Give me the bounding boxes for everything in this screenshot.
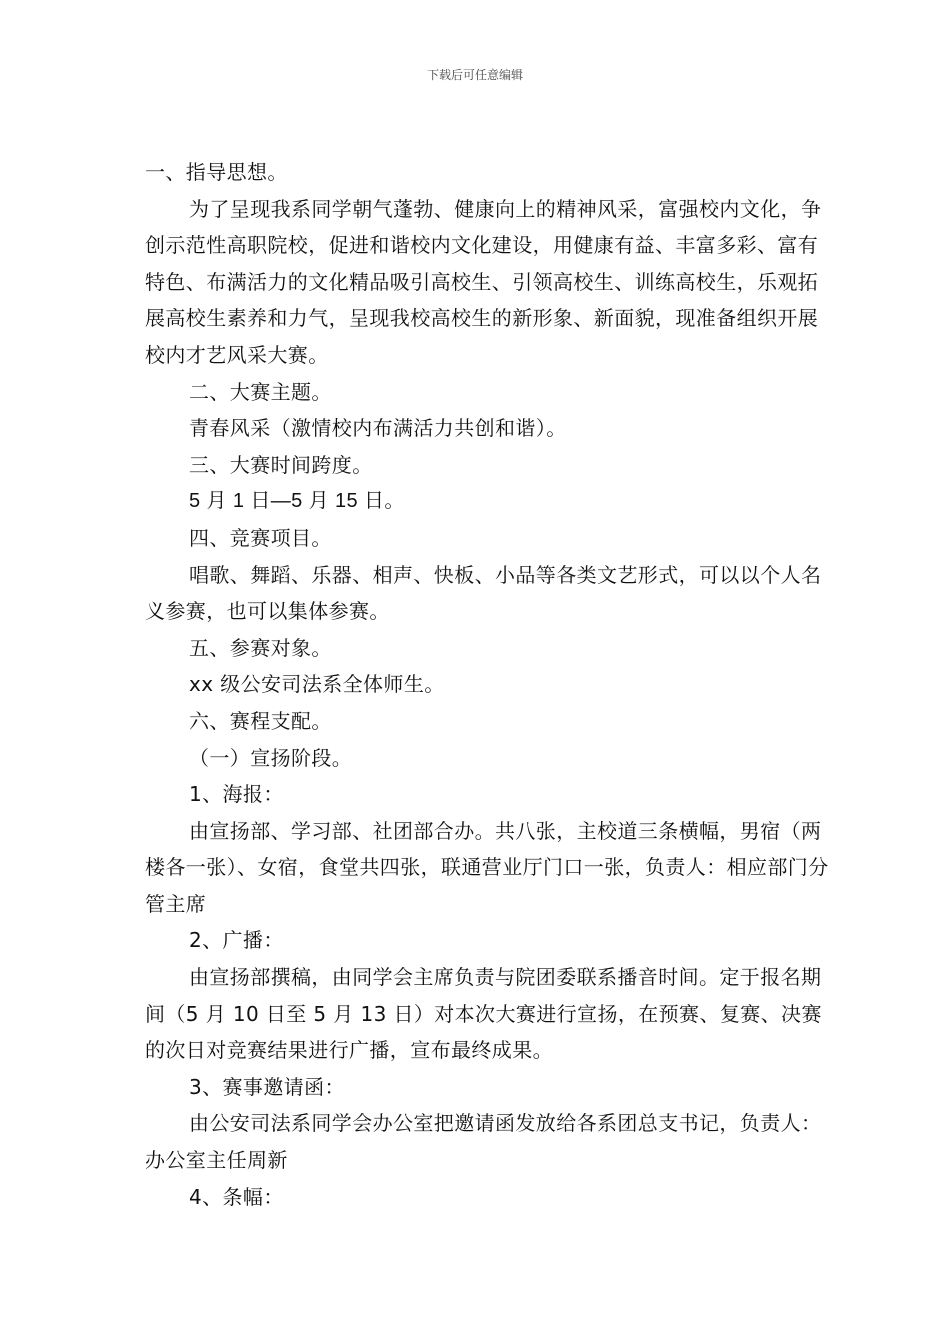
item-poster-heading: 1、海报： (189, 782, 284, 807)
heading-theme: 二、大赛主题。 (189, 379, 332, 404)
item-invitation-heading: 3、赛事邀请函： (189, 1074, 345, 1099)
header-note: 下载后可任意编辑 (426, 68, 523, 82)
document-body (145, 154, 835, 1215)
paragraph-invitation: 由公安司法系同学会办公室把邀请函发放给各系团总支书记，负责人：办公室主任周新 (145, 1111, 822, 1173)
item-broadcast-heading: 2、广播： (189, 928, 284, 953)
paragraph-purpose: 为了呈现我系同学朝气蓬勃、健康向上的精神风采，富强校内文化，争创示范性高职院校，促进和谐校内文化建设，用健康有益、丰富多彩、富有特色、布满活力的文化精品吸引高校生、引领高校生、训练高校生，乐观拓展高校生素养和力气，呈现我校高校生的新形象、新面貌，现准备组织开展校内才艺风采大赛。 (145, 196, 822, 367)
paragraph-poster: 由宣扬部、学习部、社团部合办。共八张，主校道三条横幅，男宿（两楼各一张）、女宿，食堂共四张，联通营业厅门口一张，负责人：相应部门分管主席 (145, 818, 829, 916)
paragraph-events: 唱歌、舞蹈、乐器、相声、快板、小品等各类文艺形式，可以以个人名义参赛，也可以集体参赛。 (145, 562, 822, 624)
paragraph-participants: xx 级公安司法系全体师生。 (189, 672, 445, 697)
heading-guiding-thought: 一、指导思想。 (145, 160, 288, 184)
paragraph-theme: 青春风采（激情校内布满活力共创和谐）。 (189, 416, 567, 441)
heading-time-span: 三、大赛时间跨度。 (189, 452, 373, 477)
item-banner-heading: 4、条幅： (189, 1184, 284, 1209)
subheading-publicity-stage: （一）宣扬阶段。 (189, 745, 353, 770)
heading-schedule: 六、赛程支配。 (189, 708, 332, 733)
heading-events: 四、竞赛项目。 (189, 525, 332, 550)
paragraph-broadcast: 由宣扬部撰稿，由同学会主席负责与院团委联系播音时间。定于报名期间（5 月 10 日至 5 月 13 日）对本次大赛进行宣扬，在预赛、复赛、决赛的次日对竞赛结果进行广播，宣布最终成果。 (145, 965, 822, 1063)
paragraph-time-span: 5 月 1 日—5 月 15 日。 (189, 490, 405, 513)
heading-participants: 五、参赛对象。 (189, 635, 332, 660)
